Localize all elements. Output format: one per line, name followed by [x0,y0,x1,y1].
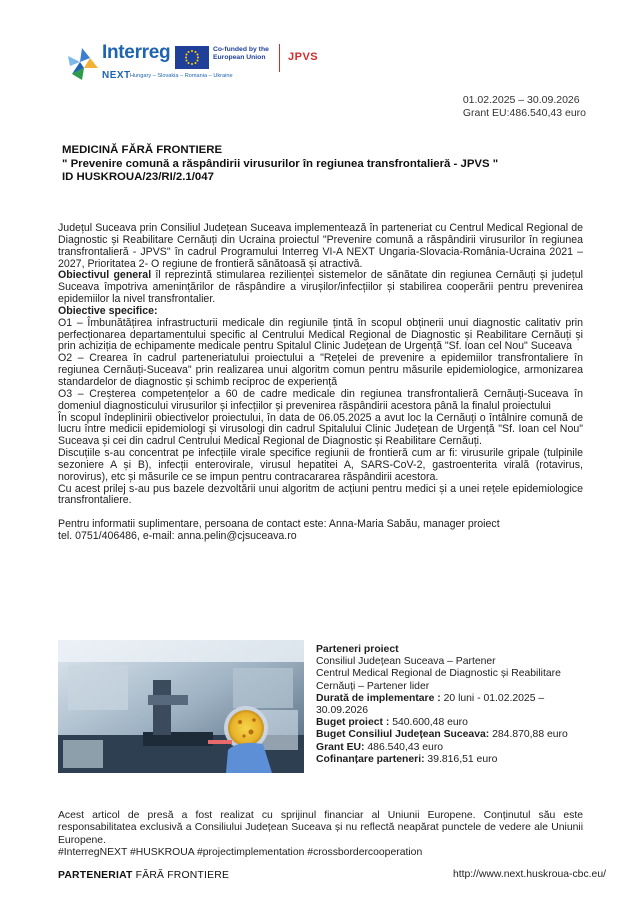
meeting-paragraph: În scopul îndeplinirii obiectivelor proiectului, în data de 06.05.2025 a avut loc la Cernăuți o întâlnire comună de lucru între medicii epidemiologi și virusologi din cadrul Spitalului Clinic Județean de Urgență "Sf. Ioan cel Nou" Suceava și cei din cadrul Centrului Medical Regional de Diagnostic și Reabilitare Cernăuți. [58,411,583,448]
objective-o1: O1 – Îmbunătățirea infrastructurii medicale din regiunile țintă în scopul obținerii unui diagnostic calitativ prin perfecționarea departamentului specific al Centrului Medical Regional de Diagnostic și Reabilitare Cernăuți și prin achiziția de echipamente medicale pentru Spitalul Clinic Județean de Urgență "Sf. Ioan cel Nou" Suceava [58,316,583,353]
project-period [463,94,586,119]
cofinancing: Cofinanțare parteneri: 39.816,51 euro [316,753,498,765]
county-budget: Buget Consiliul Județean Suceava: 284.870,88 euro [316,729,568,741]
jpvs-logo: JPVS [288,51,319,63]
program-countries: Hungary – Slovakia – Romania – Ukraine [130,73,233,79]
interreg-logo [62,40,332,86]
next-wordmark: NEXT [102,70,131,81]
disclaimer-text: Acest articol de presă a fost realizat cu sprijinul financiar al Uniunii Europene. Conținutul său este responsabilitatea exclusivă a Consiliului Județean Suceava și nu reflectă neapărat punctele de vedere ale Uniunii Europene. [58,810,583,846]
objective-o3: O3 – Creșterea competențelor a 60 de cadre medicale din regiunea transfrontalieră Cernăuți-Suceava în domeniul diagnosticului virusurilor și infecțiilor și prevenirea răspândirii acestora până la finalul proiectului [58,387,583,412]
partners-box [316,644,591,766]
general-objective-text: îl reprezintă stimularea rezilienței sistemelor de sănătate din regiunea Cernăuți și județul Suceava împotriva amenințărilor de răspândire a virușilor/infecțiilor și stabilirea cooperării pentru prevenirea epidemiilor la nivel transfrontalier. [58,269,583,306]
specific-objectives-label: Obiective specifice: [58,304,158,317]
eu-cofunded-label: Co-funded by the European Union [213,46,269,61]
interreg-star-icon [62,44,102,84]
laboratory-photo [58,640,304,773]
title-line-3: ID HUSKROUA/23/RI/2.1/047 [62,171,214,184]
interreg-wordmark: Interreg [102,42,171,63]
objective-o2: O2 – Crearea în cadrul parteneriatului proiectului a "Rețelei de prevenire a epidemiilor transfrontaliere în regiunea Cernăuți-Suceava" prin realizarea unui algoritm comun pentru măsurile epidemiologice, armonizarea standardelor de diagnostic și schimb reciproc de experiență [58,352,583,388]
general-objective-label: Obiectivul general [58,269,152,282]
duration: Durată de implementare : 20 luni - 01.02.2025 – 30.09.2026 [316,692,545,717]
partners-heading: Parteneri proiect [316,644,399,655]
basis-paragraph: Cu acest prilej s-au pus bazele dezvoltării unui algoritm de acțiuni pentru medici și a unei rețele epidemiologice transfrontaliere. [58,482,583,507]
footer-slogan: PARTENERIAT FĂRĂ FRONTIERE [58,870,230,881]
contact-line-1: Pentru informatii suplimentare, persoana de contact este: Anna-Maria Sabău, manager proiect [58,518,500,531]
period-dates: 01.02.2025 – 30.09.2026 [462,94,580,106]
hashtags: #InterregNEXT #HUSKROUA #projectimplementation #crossbordercooperation [58,847,423,859]
logo-divider [279,44,280,72]
discussions-paragraph: Discuțiile s-au concentrat pe infecțiile virale specifice regiunii de frontieră cum ar fi: virusurile gripale (tulpinile sezoniere A și B), infecții enterovirale, virusul hepatitei A, SARS-CoV-2, gastroenterita virală (rotavirus, norovirus), etc și măsurile ce se impun pentru contracararea răspândirii acestora. [58,447,583,483]
title-line-2: " Prevenire comună a răspândirii virusurilor în regiunea transfrontalieră - JPVS " [62,157,499,170]
title-line-1: MEDICINĂ FĂRĂ FRONTIERE [62,144,223,156]
partner-2: Centrul Medical Regional de Diagnostic și Reabilitare Cernăuți – Partener lider [316,668,561,692]
period-grant: Grant EU:486.540,43 euro [462,106,586,119]
disclaimer [58,810,583,860]
contact-line-2: tel. 0751/406486, e-mail: anna.pelin@cjsuceava.ro [58,529,297,542]
footer-url-link[interactable]: http://www.next.huskroua-cbc.eu/ [452,869,606,880]
partner-1: Consiliul Județean Suceava – Partener [316,656,496,668]
general-objective [58,270,583,306]
article-body [58,223,583,543]
eu-flag-icon [175,46,209,69]
eu-grant: Grant EU: 486.540,43 euro [316,741,444,753]
project-budget: Buget proiect : 540.600,48 euro [316,717,468,729]
page-title [62,144,582,185]
intro-paragraph: Județul Suceava prin Consiliul Județean Suceava implementează în parteneriat cu Centrul Medical Regional de Diagnostic și Reabilitare Cernăuți din Ucraina proiectul "Prevenire comună a răspândirii virusurilor în regiunea transfrontalieră - JPVS" în cadrul Programului Interreg VI-A NEXT Ungaria-Slovacia-România-Ucraina 2021 – 2027, Prioritatea 2- O regiune de frontieră sănătoasă și atractivă. [58,222,583,270]
